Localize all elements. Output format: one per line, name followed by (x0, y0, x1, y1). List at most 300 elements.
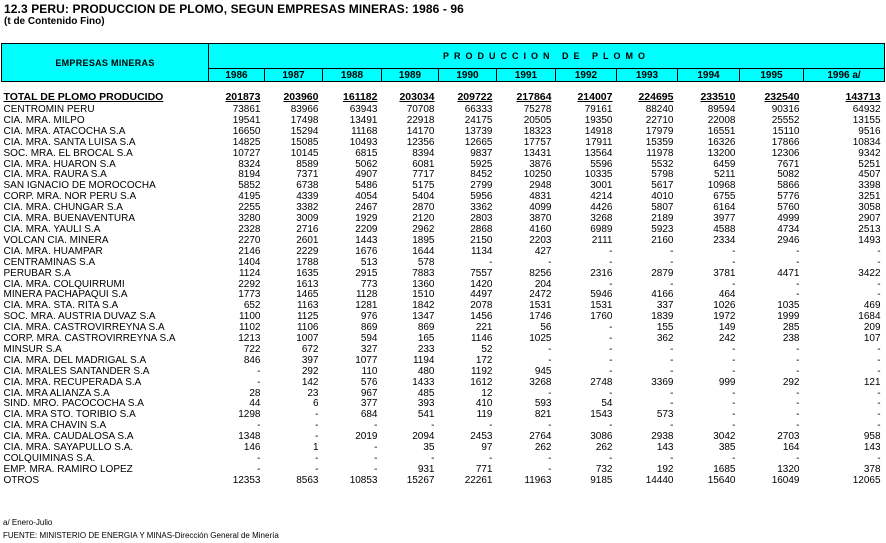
production-value: 869 (360, 323, 378, 334)
production-value: - (670, 421, 674, 432)
production-value: 11978 (646, 148, 674, 159)
production-value: - (609, 388, 613, 399)
production-value: 2870 (412, 203, 435, 214)
production-value: - (877, 290, 881, 301)
company-name: MINERA PACHAPAQUI S.A (3, 290, 128, 301)
production-value: - (877, 454, 881, 464)
table-row (2, 247, 885, 258)
production-value: 9342 (858, 148, 881, 159)
production-value: 5211 (713, 170, 736, 181)
production-value: 149 (718, 323, 736, 334)
production-value: 732 (595, 464, 613, 475)
spacer-row (2, 82, 885, 90)
production-value: - (670, 257, 674, 268)
production-value: 652 (243, 301, 261, 312)
table-row (2, 345, 885, 356)
production-value: 1443 (355, 235, 378, 246)
table-row (2, 181, 885, 192)
production-value: - (431, 454, 435, 464)
production-value: 594 (360, 334, 378, 345)
production-value: 217864 (516, 91, 552, 103)
production-value: 75278 (523, 105, 552, 115)
production-value: 1510 (412, 290, 435, 301)
production-value: - (548, 464, 552, 475)
production-value: 4099 (529, 203, 552, 214)
production-value: - (670, 366, 674, 377)
production-value: 22008 (707, 115, 736, 126)
production-value: 7717 (412, 170, 435, 181)
production-value: - (548, 257, 552, 268)
production-value: 232540 (764, 91, 800, 103)
production-value: - (374, 454, 378, 464)
production-value: 7883 (412, 268, 435, 279)
company-name: MINSUR S.A (3, 344, 62, 355)
production-value: 3422 (858, 268, 881, 279)
production-value: 8452 (470, 170, 493, 181)
production-value: 5486 (355, 181, 378, 192)
production-value: 142 (301, 377, 319, 388)
production-value: 958 (863, 432, 881, 443)
production-value: 3280 (238, 214, 261, 225)
company-name: CIA. MRA. DEL MADRIGAL S.A (3, 355, 147, 366)
production-value: 5404 (412, 192, 435, 203)
production-value: 513 (360, 257, 378, 268)
production-value: 4054 (355, 192, 378, 203)
production-value: 10493 (349, 137, 378, 148)
production-value: - (489, 454, 493, 464)
production-value: - (257, 454, 261, 464)
production-value: 7671 (777, 159, 800, 170)
production-value: 13491 (349, 115, 378, 126)
production-value: 1125 (296, 312, 319, 323)
production-value: 2255 (238, 203, 261, 214)
company-name: COLQUIMINAS S.A. (3, 454, 96, 464)
production-value: 7557 (470, 268, 493, 279)
production-value: - (548, 355, 552, 366)
production-value: 672 (301, 344, 319, 355)
production-value: 8563 (296, 475, 319, 486)
production-value: 4166 (651, 290, 674, 301)
production-value: - (796, 279, 800, 290)
table-row (2, 258, 885, 269)
production-value: 143713 (845, 91, 881, 103)
production-value: 4907 (355, 170, 378, 181)
production-value: - (548, 344, 552, 355)
production-value: 2467 (355, 203, 378, 214)
production-value: 64932 (852, 105, 881, 115)
production-value: - (796, 421, 800, 432)
company-name: CIA. MRA STO. TORIBIO S.A (3, 410, 136, 421)
production-value: 10250 (523, 170, 552, 181)
table-row (2, 116, 885, 127)
production-value: 1404 (238, 257, 261, 268)
production-value: 1163 (296, 301, 319, 312)
production-value: 337 (656, 301, 674, 312)
production-value: 5082 (777, 170, 800, 181)
company-name: CIA. MRA. HUAMPAR (3, 246, 103, 257)
production-value: - (374, 421, 378, 432)
production-value: 15267 (406, 475, 435, 486)
production-value: 9516 (858, 126, 881, 137)
production-value: 15359 (645, 137, 674, 148)
production-value: 44 (249, 399, 261, 410)
production-value: - (257, 421, 261, 432)
production-value: - (609, 334, 613, 345)
year-header: 1992 (556, 69, 617, 82)
production-value: 12065 (852, 475, 881, 486)
table-row (2, 214, 885, 225)
company-name: CIA. MRA. COLQUIRRUMI (3, 279, 125, 290)
production-value: 1684 (858, 312, 881, 323)
production-value: 573 (656, 410, 674, 421)
year-header: 1989 (382, 69, 439, 82)
year-header: 1988 (323, 69, 382, 82)
production-value: 485 (417, 388, 435, 399)
production-value: 4507 (858, 170, 881, 181)
company-name: CIA. MRA. BUENAVENTURA (3, 214, 135, 225)
table-row (2, 465, 885, 476)
production-value: 1035 (777, 301, 800, 312)
production-value: 16551 (707, 126, 736, 137)
production-value: 1106 (296, 323, 319, 334)
production-value: 146 (243, 443, 261, 454)
production-value: 10834 (852, 137, 881, 148)
production-value: 1760 (590, 312, 613, 323)
production-value: 2948 (529, 181, 552, 192)
production-value: 1025 (529, 334, 552, 345)
company-name: CIA. MRA. RECUPERADA S.A (3, 377, 142, 388)
production-value: 5760 (777, 203, 800, 214)
production-value: - (796, 246, 800, 257)
table-row (2, 367, 885, 378)
production-value: 2019 (355, 432, 378, 443)
production-value: 3781 (713, 268, 736, 279)
production-value: 3268 (529, 377, 552, 388)
production-value: 6164 (713, 203, 736, 214)
production-value: - (796, 388, 800, 399)
production-value: 469 (863, 301, 881, 312)
production-value: - (877, 279, 881, 290)
production-value: - (431, 421, 435, 432)
production-value: - (670, 279, 674, 290)
production-value: 2328 (238, 224, 261, 235)
production-value: 967 (360, 388, 378, 399)
production-value: 1531 (590, 301, 613, 312)
production-value: 2938 (651, 432, 674, 443)
production-value: 12665 (464, 137, 493, 148)
production-value: - (257, 377, 261, 388)
production-value: - (732, 366, 736, 377)
production-value: 203034 (399, 91, 435, 103)
production-value: 233 (417, 344, 435, 355)
production-value: 771 (475, 464, 493, 475)
production-value: 1128 (355, 290, 378, 301)
production-value: 262 (534, 443, 552, 454)
company-name: CIA. MRA. RAURA S.A (3, 170, 107, 181)
production-value: 24175 (464, 115, 493, 126)
production-value: - (796, 454, 800, 464)
production-value: 3009 (296, 214, 319, 225)
production-value: 3042 (713, 432, 736, 443)
production-value: 1929 (355, 214, 378, 225)
production-value: - (670, 388, 674, 399)
production-value: 8394 (412, 148, 435, 159)
production-value: - (670, 454, 674, 464)
production-value: 480 (417, 366, 435, 377)
production-value: 5798 (651, 170, 674, 181)
production-value: 2868 (470, 224, 493, 235)
production-value: 869 (417, 323, 435, 334)
company-column-header: EMPRESAS MINERAS (2, 44, 209, 82)
table-row (2, 312, 885, 323)
production-value: - (877, 399, 881, 410)
production-value: 2799 (470, 181, 493, 192)
production-value: 2764 (529, 432, 552, 443)
production-value: 107 (863, 334, 881, 345)
production-value: 2160 (651, 235, 674, 246)
production-value: - (796, 344, 800, 355)
production-value: 54 (601, 399, 613, 410)
production-value: 5617 (651, 181, 674, 192)
production-value: 13739 (464, 126, 493, 137)
production-value: - (609, 421, 613, 432)
production-value: 14825 (232, 137, 261, 148)
production-value: 1347 (412, 312, 435, 323)
production-value: 1493 (858, 235, 881, 246)
production-value: 1077 (355, 355, 378, 366)
company-name: CIA. MRA. CASTROVIRREYNA S.A (3, 323, 165, 334)
production-value: 1465 (296, 290, 319, 301)
production-value: 5956 (470, 192, 493, 203)
production-value: 464 (718, 290, 736, 301)
year-header: 1987 (265, 69, 323, 82)
production-value: 2703 (777, 432, 800, 443)
production-value: 2453 (470, 432, 493, 443)
year-header: 1995 (740, 69, 804, 82)
production-value: 2150 (470, 235, 493, 246)
production-value: 3058 (858, 203, 881, 214)
production-value: 1146 (470, 334, 493, 345)
production-value: 192 (656, 464, 674, 475)
production-value: 6755 (713, 192, 736, 203)
production-value: 11963 (524, 475, 552, 486)
production-value: - (548, 454, 552, 464)
production-value: 385 (718, 443, 736, 454)
company-name: OTROS (3, 475, 40, 486)
table-row (2, 192, 885, 203)
production-value: 576 (360, 377, 378, 388)
production-value: 397 (301, 355, 319, 366)
table-row (2, 389, 885, 400)
production-value: 17866 (771, 137, 800, 148)
production-value: 6081 (412, 159, 435, 170)
production-value: 143 (656, 443, 674, 454)
production-value: 22710 (645, 115, 674, 126)
total-row (2, 89, 885, 105)
production-value: 17757 (523, 137, 552, 148)
production-value: 2334 (713, 235, 736, 246)
production-value: 821 (534, 410, 552, 421)
company-name: CORP. MRA. CASTROVIRREYNA S.A (3, 334, 176, 345)
production-value: 2189 (651, 214, 674, 225)
company-name: CIA. MRA. CHUNGAR S.A (3, 203, 123, 214)
production-value: 143 (863, 443, 881, 454)
table-row (2, 105, 885, 116)
production-value: 6989 (590, 224, 613, 235)
table-row (2, 454, 885, 465)
production-value: 2120 (412, 214, 435, 225)
year-header: 1990 (439, 69, 497, 82)
production-value: 393 (417, 399, 435, 410)
company-name: CIA. MRA. HUARON S.A (3, 159, 116, 170)
production-value: - (609, 279, 613, 290)
production-value: 25552 (771, 115, 800, 126)
production-value: 16326 (707, 137, 736, 148)
production-value: 5925 (470, 159, 493, 170)
production-value: 7371 (296, 170, 319, 181)
year-header: 1993 (617, 69, 678, 82)
production-table (1, 43, 885, 487)
company-name: PERUBAR S.A (3, 268, 71, 279)
production-value: - (609, 323, 613, 334)
production-value: - (732, 399, 736, 410)
company-name: SIND. MRO. PACOCOCHA S.A (3, 399, 144, 410)
production-value: - (609, 344, 613, 355)
table-row (2, 225, 885, 236)
production-value: 89594 (707, 105, 736, 115)
production-value: - (374, 464, 378, 475)
production-value: 4734 (777, 224, 800, 235)
table-row (2, 334, 885, 345)
table-row (2, 421, 885, 432)
production-value: - (732, 410, 736, 421)
table-row (2, 236, 885, 247)
table-header (2, 44, 885, 82)
production-value: 15085 (290, 137, 319, 148)
production-value: 5923 (651, 224, 674, 235)
production-value: 2915 (355, 268, 378, 279)
production-value: - (548, 388, 552, 399)
production-value: 2601 (296, 235, 319, 246)
production-value: 773 (360, 279, 378, 290)
production-value: - (609, 454, 613, 464)
production-value: 4010 (651, 192, 674, 203)
production-value: - (489, 421, 493, 432)
production-value: 931 (417, 464, 435, 475)
company-name: CORP. MRA. NOR PERU S.A (3, 192, 137, 203)
production-value: 238 (782, 334, 800, 345)
production-value: 5807 (651, 203, 674, 214)
production-value: - (877, 246, 881, 257)
production-value: 20505 (523, 115, 552, 126)
production-value: - (257, 366, 261, 377)
production-value: 1360 (412, 279, 435, 290)
production-value: 19350 (584, 115, 613, 126)
production-value: 17498 (290, 115, 319, 126)
production-value: - (548, 421, 552, 432)
production-value: 1895 (412, 235, 435, 246)
table-row (2, 399, 885, 410)
production-value: 4471 (777, 268, 800, 279)
production-value: - (732, 257, 736, 268)
production-value: 6 (312, 399, 319, 410)
production-value: 1134 (470, 246, 493, 257)
production-value: - (670, 344, 674, 355)
production-value: 35 (423, 443, 435, 454)
production-value: 12 (481, 388, 493, 399)
production-value: 119 (476, 410, 493, 421)
production-value: 5251 (858, 159, 881, 170)
production-value: 15294 (290, 126, 319, 137)
production-value: 8194 (238, 170, 261, 181)
production-value: 1 (312, 443, 319, 454)
table-row (2, 170, 885, 181)
production-value: 3251 (858, 192, 881, 203)
table-row (2, 203, 885, 214)
production-value: 3870 (529, 214, 552, 225)
production-value: 1746 (529, 312, 552, 323)
year-header: 1991 (497, 69, 556, 82)
production-value: 378 (863, 464, 881, 475)
company-name: CIA. MRA. ATACOCHA S.A (3, 126, 126, 137)
year-header: 1996 a/ (804, 69, 885, 82)
production-value: 8324 (238, 159, 261, 170)
table-row (2, 356, 885, 367)
production-value: 3398 (858, 181, 881, 192)
production-value: 4426 (590, 203, 613, 214)
production-value: 90316 (771, 105, 800, 115)
production-value: 945 (534, 366, 552, 377)
production-value: 2748 (590, 377, 613, 388)
production-value: 3876 (529, 159, 552, 170)
production-value: 5062 (355, 159, 378, 170)
production-value: 203960 (283, 91, 319, 103)
table-row (2, 138, 885, 149)
production-value: 262 (595, 443, 613, 454)
production-value: 3369 (651, 377, 674, 388)
production-value: 242 (718, 334, 736, 345)
production-value: 52 (481, 344, 493, 355)
production-value: 578 (417, 257, 435, 268)
production-value: 1839 (651, 312, 674, 323)
production-value: 377 (360, 399, 378, 410)
production-value: 362 (656, 334, 674, 345)
production-value: 2803 (470, 214, 493, 225)
production-value: 15110 (772, 126, 800, 137)
production-value: - (489, 257, 493, 268)
production-value: 2513 (858, 224, 881, 235)
production-value: 593 (534, 399, 552, 410)
production-value: - (609, 246, 613, 257)
table-row (2, 160, 885, 171)
production-value: 12353 (232, 475, 261, 486)
production-value: 4214 (590, 192, 613, 203)
production-value: 5852 (238, 181, 261, 192)
production-value: 10853 (349, 475, 378, 486)
production-value: 1999 (777, 312, 800, 323)
production-value: 97 (481, 443, 493, 454)
production-value: 1433 (412, 377, 435, 388)
production-value: 204 (534, 279, 552, 290)
production-value: 1842 (412, 301, 435, 312)
production-value: 2229 (296, 246, 319, 257)
production-value: 3362 (470, 203, 493, 214)
production-value: 14170 (406, 126, 435, 137)
production-value: - (315, 410, 319, 421)
production-value: 9837 (470, 148, 493, 159)
production-value: 1194 (412, 355, 435, 366)
company-name: CIA. MRA CHAVIN S.A (3, 421, 107, 432)
